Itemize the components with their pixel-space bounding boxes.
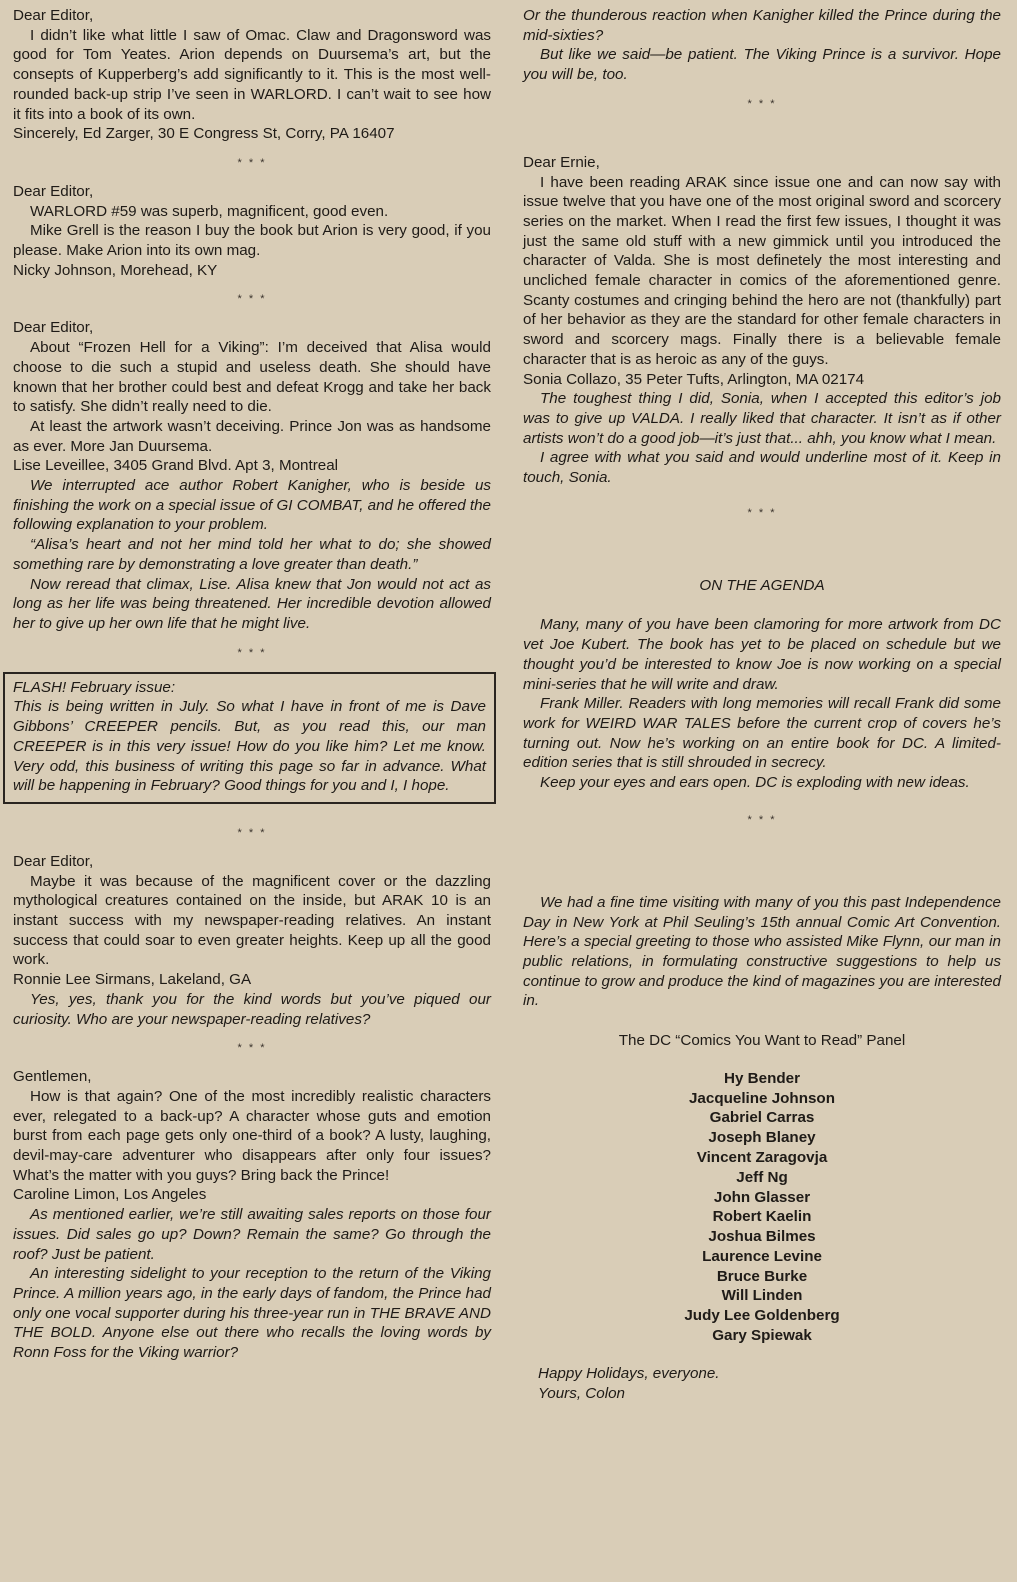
letter-lise-leveillee — [13, 318, 491, 633]
letter-body: At least the artwork wasn’t deceiving. Prince Jon was as handsome as ever. More Jan Duursema. — [13, 417, 491, 455]
panel-member: Joshua Bilmes — [708, 1228, 816, 1246]
section-separator: * * * — [237, 156, 267, 169]
letter-body: Maybe it was because of the magnificent cover or the dazzling mythological creatures contained on the inside, but ARAK 10 is an instant success with my newspaper-reading relatives. An instant success that could soar to even greater heights. Keep up all the good work. — [13, 872, 491, 969]
panel-member: Jacqueline Johnson — [688, 1089, 835, 1107]
letter-body: I have been reading ARAK since issue one and can now say with issue twelve that you have one of the most original sword and scorcery series on the market. When I read the first few issues, I thought it was just the same old stuff with a new gimmick until you introduced the character of Valda. She is most definetely the most interesting and uncliched female character in comics of the aforementioned genre. Scanty costumes and cringing behind the hero are not (thankfully) part of her behavior as they are the standard for other female characters in sword and scorcery mags. Finally there is a believable female character that is as heroic as any of the guys. — [523, 173, 1001, 368]
panel-member: John Glasser — [713, 1188, 811, 1206]
editor-reply: Yes, yes, thank you for the kind words but you’ve piqued our curiosity. Who are your newspaper-reading relatives? — [13, 990, 491, 1028]
letter-signature: Caroline Limon, Los Angeles — [13, 1186, 207, 1204]
section-separator: * * * — [747, 97, 777, 110]
editor-reply: I agree with what you said and would underline most of it. Keep in touch, Sonia. — [523, 449, 1001, 487]
left-column — [13, 6, 491, 1363]
editor-reply: The toughest thing I did, Sonia, when I accepted this editor’s job was to give up VALDA. I really liked that character. It isn’t as if other artists won’t do a good job—it’s just that... ahh, you know what I mean. — [523, 390, 1001, 447]
panel-member: Hy Bender — [724, 1069, 800, 1087]
editor-reply: An interesting sidelight to your reception to the return of the Viking Prince. A million years ago, in the early days of fandom, the Prince had only one vocal supporter during his three-year run in THE BRAVE AND THE BOLD. Anyone else out there who recalls the loving words by Ronn Foss for the Viking warrior? — [13, 1265, 491, 1362]
editor-reply: Now reread that climax, Lise. Alisa knew that Jon would not act as long as her life was being threatened. Her incredible devotion allowed her to give up her own life that he might live. — [13, 575, 491, 632]
salutation: Gentlemen, — [13, 1068, 92, 1086]
letter-signature: Sincerely, Ed Zarger, 30 E Congress St, Corry, PA 16407 — [13, 125, 395, 143]
salutation: Dear Editor, — [13, 182, 94, 200]
section-separator: * * * — [237, 1042, 267, 1055]
panel-member: Joseph Blaney — [708, 1129, 816, 1147]
letter-body: WARLORD #59 was superb, magnificent, good even. — [30, 202, 389, 220]
right-column — [523, 6, 1001, 1403]
salutation: Dear Editor, — [13, 7, 94, 24]
closing-signoff: Yours, Colon — [538, 1384, 625, 1402]
panel-member: Judy Lee Goldenberg — [684, 1307, 840, 1325]
letter-body: Mike Grell is the reason I buy the book but Arion is very good, if you please. Make Arion into its own mag. — [13, 222, 491, 260]
agenda-heading: ON THE AGENDA — [699, 576, 825, 594]
letter-signature: Nicky Johnson, Morehead, KY — [13, 261, 218, 279]
readers-panel — [523, 1031, 1001, 1346]
agenda-paragraph: Frank Miller. Readers with long memories will recall Frank did some work for WEIRD WAR TALES before the current crop of covers he’s turning out. Now he’s working on an entire book for DC. A limited-edition series that is still shrouded in secrecy. — [523, 695, 1001, 772]
letter-body: How is that again? One of the most incredibly realistic characters ever, relegated to a back-up? A character whose guts and emotion burst from each page gets only one-third of a book? A lusty, laughing, devil-may-care adventurer who disappears after only four issues? What’s the matter with you guys? Bring back the Prince! — [13, 1087, 491, 1184]
letter-caroline-limon — [13, 1067, 491, 1363]
editor-reply: As mentioned earlier, we’re still awaiting sales reports on those four issues. Did sales go up? Down? Remain the same? Go through the roof? Just be patient. — [13, 1206, 491, 1263]
panel-title: The DC “Comics You Want to Read” Panel — [618, 1032, 906, 1050]
closing — [523, 1364, 1001, 1403]
flash-heading: FLASH! February issue: — [13, 678, 176, 696]
salutation: Dear Editor, — [13, 319, 94, 337]
letter-nicky-johnson — [13, 182, 491, 281]
flash-body: This is being written in July. So what I have in front of me is Dave Gibbons’ CREEPER pencils. But, as you read this, our man CREEPER is in this very issue! How do you like him? Let me know. Very odd, this business of writing this page so far in advance. What will be happening in February? Good things for you and I, I hope. — [13, 698, 486, 795]
letter-body: I didn’t like what little I saw of Omac. Claw and Dragonsword was good for Tom Yeates. Arion depends on Duursema’s art, but the consepts of Kupperberg’s add significantly to it. This is the most well-rounded back-up strip I’ve seen in WARLORD. I can’t wait to see how it fits into a book of its own. — [13, 26, 491, 123]
letter-signature: Sonia Collazo, 35 Peter Tufts, Arlington, MA 02174 — [523, 370, 865, 388]
flash-box — [3, 672, 496, 804]
letter-ronnie-lee-sirmans — [13, 852, 491, 1029]
closing-greeting: Happy Holidays, everyone. — [538, 1364, 720, 1382]
letter-signature: Ronnie Lee Sirmans, Lakeland, GA — [13, 971, 252, 989]
panel-member: Robert Kaelin — [712, 1208, 812, 1226]
editor-reply: Or the thunderous reaction when Kanigher killed the Prince during the mid-sixties? — [523, 7, 1001, 44]
panel-member: Will Linden — [721, 1287, 803, 1305]
panel-member: Vincent Zaragovja — [696, 1148, 828, 1166]
agenda-paragraph: Keep your eyes and ears open. DC is exploding with new ideas. — [540, 774, 970, 792]
agenda-paragraph: Many, many of you have been clamoring for more artwork from DC vet Joe Kubert. The book has yet to be placed on schedule but we thought you’d be interested to know Joe is now working on a special mini-series that he will write and draw. — [523, 616, 1001, 693]
letter-signature: Lise Leveillee, 3405 Grand Blvd. Apt 3, Montreal — [13, 457, 339, 475]
letter-ed-zarger — [13, 6, 491, 144]
panel-member: Gary Spiewak — [712, 1327, 812, 1345]
section-separator: * * * — [237, 646, 267, 659]
editor-reply: But like we said—be patient. The Viking Prince is a survivor. Hope you will be, too. — [523, 46, 1001, 84]
letter-sonia-collazo — [523, 153, 1001, 488]
convention-body: We had a fine time visiting with many of you this past Independence Day in New York at Phil Seuling’s 15th annual Comic Art Convention. Here’s a special greeting to those who assisted Mike Flynn, our man in public relations, in formulating constructive suggestions to help us continue to grow and produce the kind of magazines you are interested in. — [523, 893, 1001, 1010]
panel-member: Jeff Ng — [736, 1168, 788, 1186]
panel-names — [523, 1069, 1001, 1346]
letter-body: About “Frozen Hell for a Viking”: I’m deceived that Alisa would choose to die such a stupid and useless death. She should have known that her brother could best and defeat Krogg and take her back to satisfy. She didn’t really need to die. — [13, 339, 491, 416]
panel-member: Bruce Burke — [716, 1267, 808, 1285]
section-separator: * * * — [237, 293, 267, 306]
panel-member: Laurence Levine — [702, 1247, 822, 1265]
editor-reply: We interrupted ace author Robert Kanigher, who is beside us finishing the work on a special issue of GI COMBAT, and he offered the following explanation to your problem. — [13, 477, 491, 534]
editor-reply: “Alisa’s heart and not her mind told her what to do; she showed something rare by demonstrating a love greater than death.” — [13, 536, 491, 573]
salutation: Dear Editor, — [13, 852, 94, 870]
section-separator: * * * — [237, 826, 267, 839]
reply-continuation — [523, 6, 1001, 85]
on-the-agenda — [523, 576, 1001, 793]
salutation: Dear Ernie, — [523, 153, 600, 171]
panel-member: Gabriel Carras — [709, 1109, 815, 1127]
section-separator: * * * — [747, 813, 777, 826]
section-separator: * * * — [747, 506, 777, 519]
convention-note — [523, 893, 1001, 1011]
